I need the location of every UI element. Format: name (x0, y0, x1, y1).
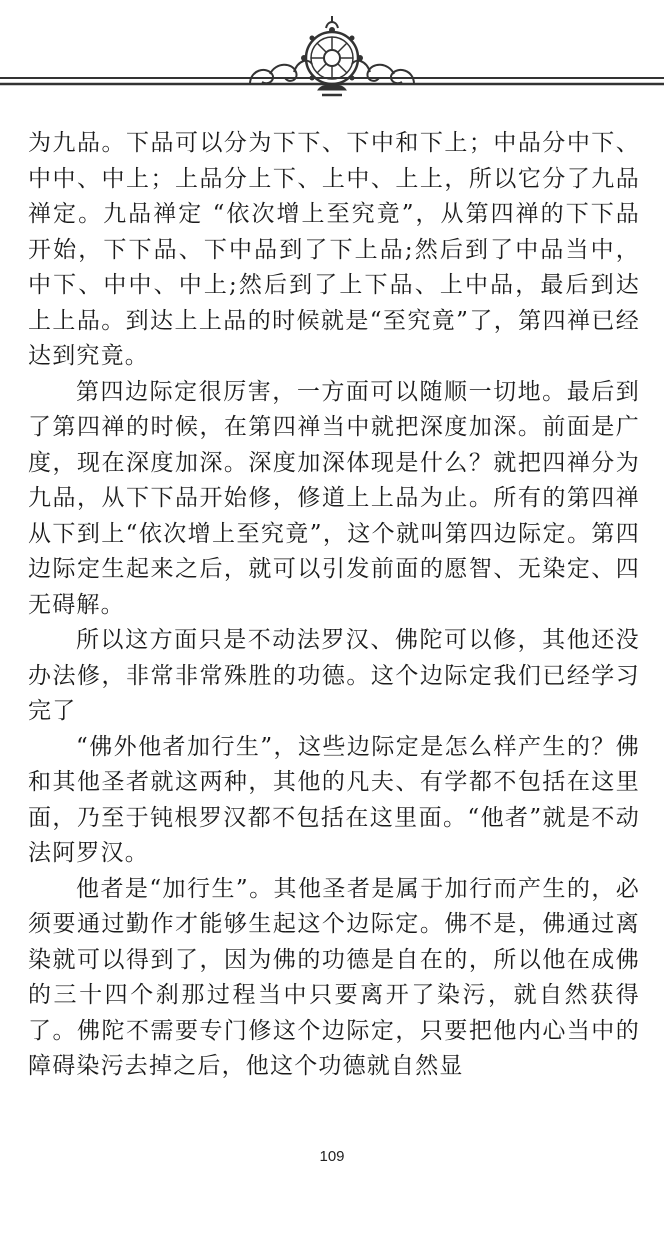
page-header (0, 0, 664, 115)
body-text (28, 126, 640, 1085)
page-number: 109 (319, 1148, 345, 1165)
paragraph: “佛外他者加行生”，这些边际定是怎么样产生的？佛和其他圣者就这两种，其他的凡夫、有学都不包括在这里面，乃至于钝根罗汉都不包括在这里面。“他者”就是不动法阿罗汉。 (28, 733, 640, 866)
dharma-wheel-ornament-icon (0, 0, 664, 115)
paragraph: 他者是“加行生”。其他圣者是属于加行而产生的，必须要通过勤作才能够生起这个边际定。佛不是，佛通过离染就可以得到了，因为佛的功德是自在的，所以他在成佛的三十四个刹那过程当中只要离开了染污，就自然获得了。佛陀不需要专门修这个边际定，只要把他内心当中的障碍染污去掉之后，他这个功德就自然显 (28, 875, 640, 1079)
paragraph: 第四边际定很厉害，一方面可以随顺一切地。最后到了第四禅的时候，在第四禅当中就把深度加深。前面是广度，现在深度加深。深度加深体现是什么？就把四禅分为九品，从下下品开始修，修道上上品为止。所有的第四禅从下到上“依次增上至究竟”，这个就叫第四边际定。第四边际定生起来之后，就可以引发前面的愿智、无染定、四无碍解。 (28, 378, 640, 618)
paragraph: 所以这方面只是不动法罗汉、佛陀可以修，其他还没办法修，非常非常殊胜的功德。这个边际定我们已经学习完了 (28, 627, 640, 724)
paragraph: 为九品。下品可以分为下下、下中和下上；中品分中下、中中、中上；上品分上下、上中、上上，所以它分了九品禅定。九品禅定 “依次增上至究竟”，从第四禅的下下品开始，下下品、下中品到了下上品;然后到了中品当中，中下、中中、中上;然后到了上下品、上中品，最后到达上上品。到达上上品的时候就是“至究竟”了，第四禅已经达到究竟。 (28, 130, 640, 369)
